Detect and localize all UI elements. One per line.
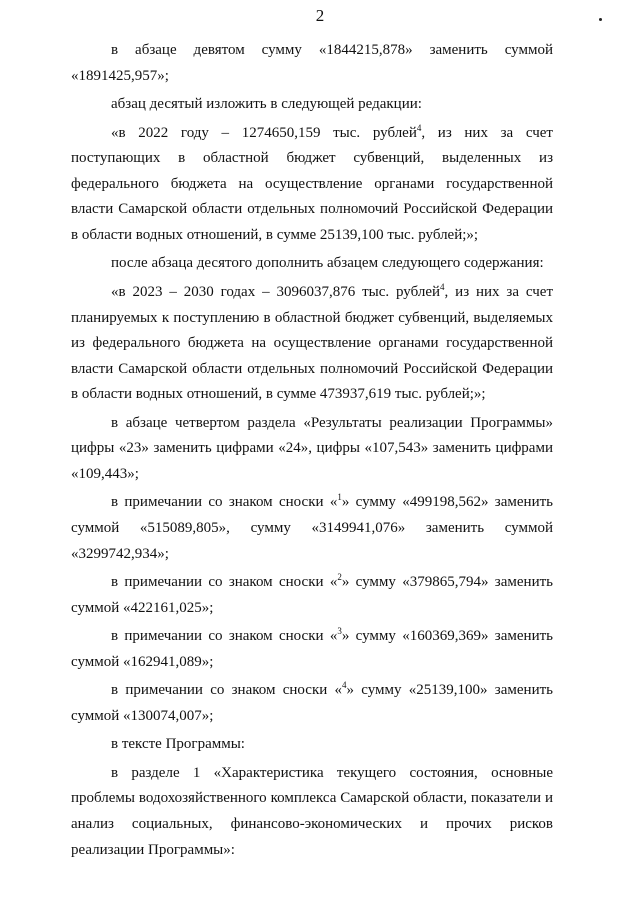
paragraph-text: » сумму «25139,100» заменить суммой «130074,007»; xyxy=(71,682,553,724)
footnote-mark: 4 xyxy=(416,122,422,133)
paragraph-text: , из них за счет планируемых к поступлению в областной бюджет субвенций, выделяемых из федерального бюджета на осуществление органами государственной власти Самарской области отдельных полномочий Российской Федерации в области водных отношений, в сумме 473937,619 тыс. рублей;»; xyxy=(71,283,553,403)
paragraph-text: в абзаце девятом сумму «1844215,878» заменить суммой «1891425,957»; xyxy=(71,42,553,84)
document-body xyxy=(71,38,553,866)
paragraph xyxy=(71,411,553,488)
paragraph-text: в абзаце четвертом раздела «Результаты реализации Программы» цифры «23» заменить цифрами «24», цифры «107,543» заменить цифрами «109,443»; xyxy=(71,414,553,482)
footnote-mark: 4 xyxy=(342,680,347,691)
page-number: 2 xyxy=(315,6,325,25)
paragraph-text: » сумму «499198,562» заменить суммой «515089,805», сумму «3149941,076» заменить суммой «3299742,934»; xyxy=(71,494,553,562)
paragraph xyxy=(71,761,553,863)
paragraph-text: в разделе 1 «Характеристика текущего состояния, основные проблемы водохозяйственного комплекса Самарской области, показатели и анализ социальных, финансово-экономических и прочих рисков реализации Программы»: xyxy=(71,764,553,858)
paragraph xyxy=(71,251,553,277)
paragraph-text: , из них за счет поступающих в областной бюджет субвенций, выделенных из федерального бюджета на осуществление органами государственной власти Самарской области отдельных полномочий Российской Федерации в области водных отношений, в сумме 25139,100 тыс. рублей;»; xyxy=(71,124,553,243)
footnote-mark: 4 xyxy=(440,281,445,292)
paragraph xyxy=(71,280,553,408)
scan-dot-mark xyxy=(599,18,602,21)
paragraph-text: в тексте Программы: xyxy=(111,736,245,753)
paragraph xyxy=(71,732,553,758)
paragraph xyxy=(71,121,553,249)
paragraph-text: после абзаца десятого дополнить абзацем следующего содержания: xyxy=(111,255,544,272)
paragraph-text: «в 2022 году – 1274650,159 тыс. рублей xyxy=(111,124,417,141)
paragraph-text: абзац десятый изложить в следующей редакции: xyxy=(111,96,422,113)
paragraph-text: » сумму «379865,794» заменить суммой «422161,025»; xyxy=(71,574,553,616)
paragraph xyxy=(71,624,553,675)
paragraph xyxy=(71,490,553,567)
paragraph-text: «в 2023 – 2030 годах – 3096037,876 тыс. рублей xyxy=(111,283,441,300)
paragraph xyxy=(71,92,553,118)
paragraph-text: » сумму «160369,369» заменить суммой «162941,089»; xyxy=(71,628,553,670)
footnote-mark: 1 xyxy=(337,492,342,503)
paragraph xyxy=(71,38,553,89)
paragraph-text: в примечании со знаком сноски « xyxy=(111,494,338,511)
paragraph xyxy=(71,678,553,729)
paragraph xyxy=(71,570,553,621)
paragraph-text: в примечании со знаком сноски « xyxy=(111,628,338,645)
footnote-mark: 2 xyxy=(337,572,342,583)
paragraph-text: в примечании со знаком сноски « xyxy=(111,574,338,591)
paragraph-text: в примечании со знаком сноски « xyxy=(111,682,343,699)
footnote-mark: 3 xyxy=(337,626,342,637)
